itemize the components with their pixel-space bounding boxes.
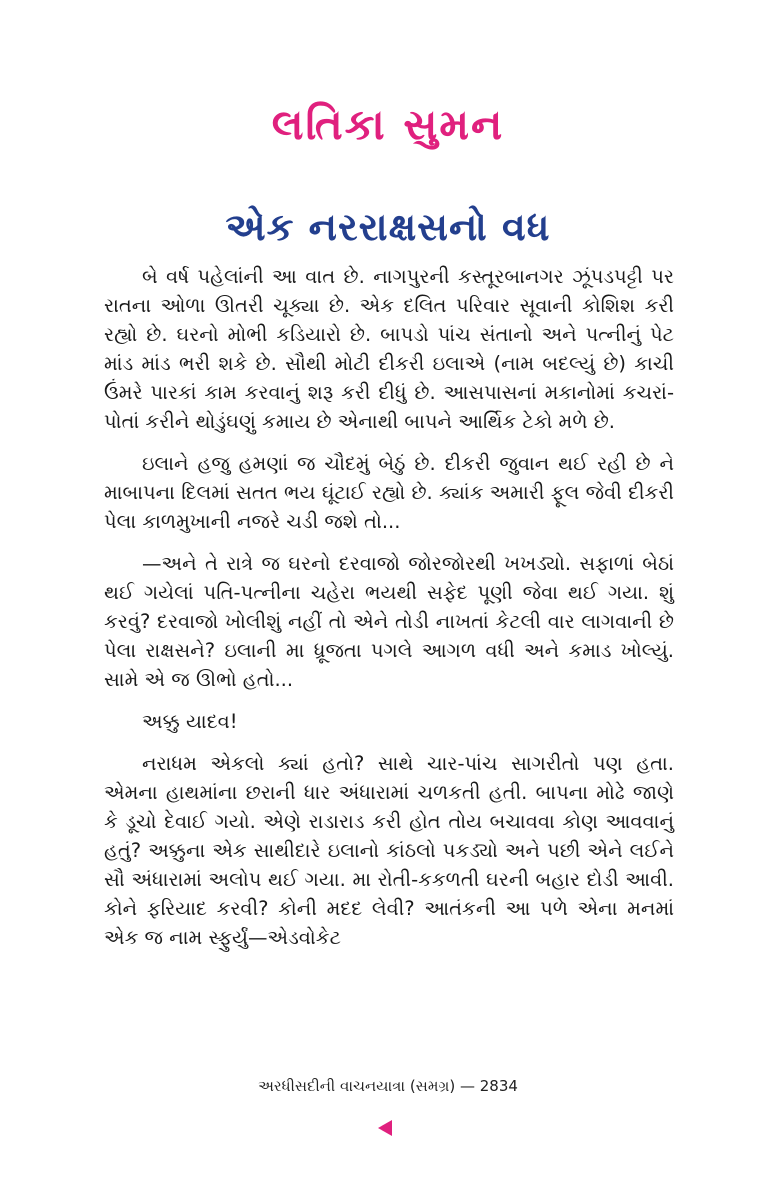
paragraph: —અને તે રાત્રે જ ઘરનો દરવાજો જોરજોરથી ખખડ્યો. સફાળાં બેઠાં થઈ ગયેલાં પતિ-પત્નીના ચહેરા ભયથી સફેદ પૂણી જેવા થઈ ગયા. શું કરવું? દરવાજો ખોલીશું નહીં તો એને તોડી નાખતાં કેટલી વાર લાગવાની છે પેલા રાક્ષસને? ઇલાની મા ધ્રૂજતા પગલે આગળ વધી અને કમાડ ખોલ્યું. સામે એ જ ઊભો હતો... <box>104 552 674 691</box>
paragraph: ઇલાને હજુ હમણાં જ ચૌદમું બેઠું છે. દીકરી જુવાન થઈ રહી છે ને માબાપના દિલમાં સતત ભય ઘૂંટાઈ રહ્યો છે. ક્યાંક અમારી ફૂલ જેવી દીકરી પેલા કાળમુખાની નજરે ચડી જશે તો... <box>104 452 674 533</box>
page-footer: અરધીસદીની વાચનયાત્રા (સમગ્ર) — 2834 <box>258 1077 518 1095</box>
previous-page-arrow-icon[interactable] <box>378 1120 392 1136</box>
author-name: લતિકા સુમન <box>271 100 505 149</box>
paragraph: બે વર્ષ પહેલાંની આ વાત છે. નાગપુરની કસ્તૂરબાનગર ઝૂંપડપટ્ટી પર રાતના ઓળા ઊતરી ચૂક્યા છે. એક દલિત પરિવાર સૂવાની કોશિશ કરી રહ્યો છે. ઘરનો મોભી કડિયારો છે. બાપડો પાંચ સંતાનો અને પત્નીનું પેટ માંડ માંડ ભરી શકે છે. સૌથી મોટી દીકરી ઇલાએ (નામ બદલ્યું છે) કાચી ઉંમરે પારકાં કામ કરવાનું શરૂ કરી દીધું છે. આસપાસનાં મકાનોમાં કચરાં-પોતાં કરીને થોડુંઘણું કમાય છે એનાથી બાપને આર્થિક ટેકો મળે છે. <box>104 265 674 433</box>
story-body <box>104 262 674 965</box>
paragraph: અક્કુ યાદવ! <box>142 710 238 733</box>
paragraph: નરાધમ એકલો ક્યાં હતો? સાથે ચાર-પાંચ સાગરીતો પણ હતા. એમના હાથમાંના છરાની ધાર અંધારામાં ચળકતી હતી. બાપના મોઢે જાણે કે ડૂચો દેવાઈ ગયો. એણે રાડારાડ કરી હોત તોય બચાવવા કોણ આવવાનું હતું? અક્કુના એક સાથીદારે ઇલાનો કાંઠલો પકડ્યો અને પછી એને લઈને સૌ અંધારામાં અલોપ થઈ ગયા. મા રોતી-કકળતી ઘરની બહાર દોડી આવી. કોને ફરિયાદ કરવી? કોની મદદ લેવી? આતંકની આ પળે એના મનમાં એક જ નામ સ્ફુર્યું—એડવોકેટ <box>104 752 674 949</box>
story-title: એક નરરાક્ષસનો વધ <box>225 205 551 249</box>
